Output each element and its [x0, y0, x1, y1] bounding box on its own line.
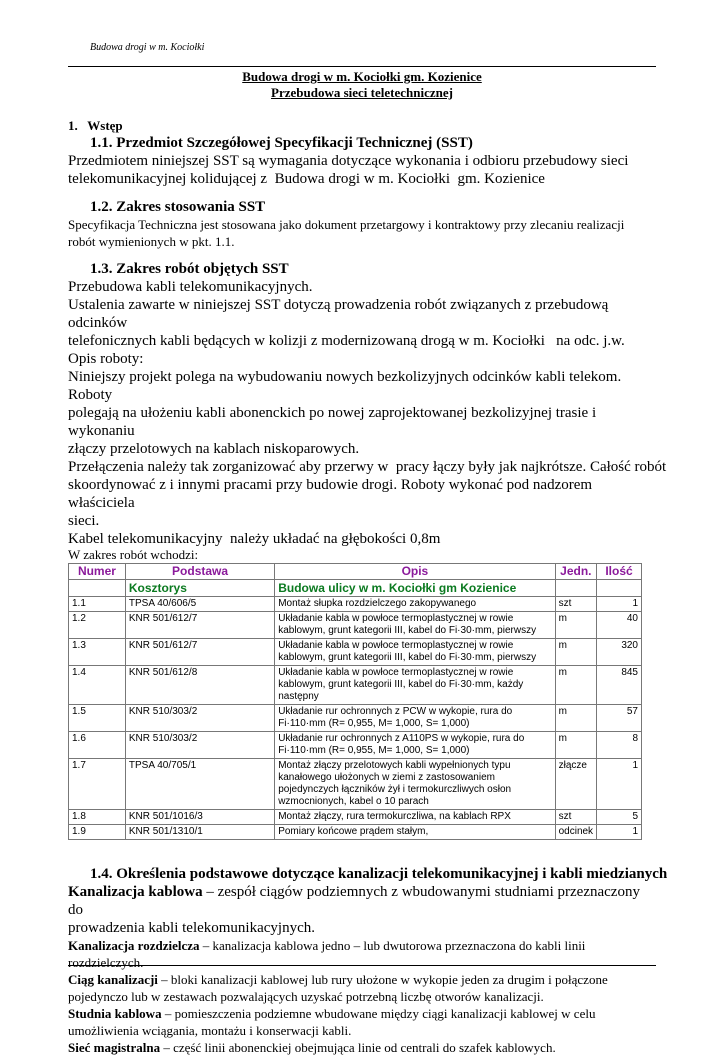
term: Ciąg kanalizacji — [68, 972, 158, 987]
definition-continuation: prowadzenia kabli telekomunikacyjnych. — [68, 920, 315, 936]
cell-unit: szt — [555, 810, 596, 825]
cell-base: KNR 510/303/2 — [125, 705, 274, 732]
cell-unit: m — [555, 705, 596, 732]
cell-description: Pomiary końcowe prądem stałym, — [275, 825, 555, 840]
cell-base: KNR 501/612/7 — [125, 639, 274, 666]
cell-unit: m — [555, 732, 596, 759]
term: Kanalizacja kablowa — [68, 884, 203, 900]
cell-base: KNR 501/1016/3 — [125, 810, 274, 825]
cell-number: 1.4 — [69, 666, 126, 705]
section-1-3-line: Przełączenia należy tak zorganizować aby przerwy w pracy łączy były jak najkrótsze. Całość robót — [68, 459, 667, 475]
definition-kanalizacja-rozdzielcza: Kanalizacja rozdzielcza – kanalizacja kablowa jedno – lub dwutorowa przeznaczona do kabli linii — [68, 938, 586, 953]
table-row — [69, 810, 642, 825]
definition-siec-magistralna: Sieć magistralna – część linii abonenckiej obejmująca linie od centrali do szafek kablowych. — [68, 1040, 556, 1055]
cell-quantity: 1 — [597, 597, 642, 612]
cell-number: 1.8 — [69, 810, 126, 825]
cell-quantity: 1 — [597, 759, 642, 810]
cell-base: KNR 501/612/7 — [125, 612, 274, 639]
section-1-3-line: polegają na ułożeniu kabli abonenckich po nowej zaprojektowanej bezkolizyjnej trasie i wykonaniu — [68, 405, 597, 439]
cell-quantity: 40 — [597, 612, 642, 639]
cell-unit: odcinek — [555, 825, 596, 840]
cell-base: TPSA 40/705/1 — [125, 759, 274, 810]
section-1-3-line: Opis roboty: — [68, 351, 144, 367]
section-1-3-line: złączy przelotowych na kablach niskoparowych. — [68, 441, 360, 457]
cell-number: 1.2 — [69, 612, 126, 639]
col-header-description: Opis — [275, 564, 555, 580]
table-row — [69, 639, 642, 666]
table-intro: W zakres robót wchodzi: — [68, 547, 199, 562]
table-row — [69, 705, 642, 732]
cell-number: 1.3 — [69, 639, 126, 666]
term: Studnia kablowa — [68, 1006, 162, 1021]
col-header-quantity: Ilość — [597, 564, 642, 580]
definition-studnia-kablowa: Studnia kablowa – pomieszczenia podziemne wbudowane między ciągi kanalizacji kablowej w celu — [68, 1006, 596, 1021]
cell-description: Układanie rur ochronnych z PCW w wykopie, rura do Fi·110·mm (R= 0,955, M= 1,000, S= 1,000) — [275, 705, 555, 732]
col-header-unit: Jedn. — [555, 564, 596, 580]
definition-continuation: umożliwienia wciągania, montażu i konserwacji kabli. — [68, 1023, 352, 1038]
cell-description: Układanie kabla w powłoce termoplastycznej w rowie kablowym, grunt kategorii III, kabel do Fi·30·mm, pierwszy — [275, 612, 555, 639]
works-table — [68, 563, 642, 840]
cell-base: KNR 501/1310/1 — [125, 825, 274, 840]
section-1-heading: 1. Wstęp — [68, 118, 123, 133]
document-title — [68, 69, 656, 101]
table-row — [69, 732, 642, 759]
subheader-base: Kosztorys — [125, 580, 274, 597]
document-content — [68, 117, 668, 1056]
cell-quantity: 320 — [597, 639, 642, 666]
definition-kanalizacja-kablowa: Kanalizacja kablowa – zespół ciągów podziemnych z wbudowanymi studniami przeznaczony do — [68, 884, 640, 918]
section-1-2-text-2: robót wymienionych w pkt. 1.1. — [68, 234, 235, 249]
section-1-2-text-1: Specyfikacja Techniczna jest stosowana jako dokument przetargowy i kontraktowy przy zlecaniu realizacji — [68, 217, 625, 232]
cell-description: Montaż złączy przelotowych kabli wypełnionych typu kanałowego ułożonych w ziemi z zastosowaniem pojedynczych łączników żył i termokurczliwych osłon wzmocnionych, kabel o 10 parach — [275, 759, 555, 810]
section-1-3-line: Kabel telekomunikacyjny należy układać na głębokości 0,8m — [68, 531, 441, 547]
cell-number: 1.5 — [69, 705, 126, 732]
cell-quantity: 845 — [597, 666, 642, 705]
table-header-row — [69, 564, 642, 580]
cell-description: Układanie kabla w powłoce termoplastycznej w rowie kablowym, grunt kategorii III, kabel do Fi·30·mm, pierwszy — [275, 639, 555, 666]
table-subheader-row — [69, 580, 642, 597]
term: Kanalizacja rozdzielcza — [68, 938, 200, 953]
cell-unit: złącze — [555, 759, 596, 810]
title-line-2: Przebudowa sieci teletechnicznej — [271, 85, 453, 100]
section-1-3-heading: 1.3. Zakres robót objętych SST — [90, 261, 289, 277]
definition-continuation: pojedynczo lub w zestawach pozwalających uzyskać potrzebną liczbę otworów kanalizacji. — [68, 989, 544, 1004]
cell-quantity: 8 — [597, 732, 642, 759]
section-1-1-text-2: telekomunikacyjnej kolidującej z Budowa drogi w m. Kociołki gm. Kozienice — [68, 171, 545, 187]
cell-description: Montaż słupka rozdzielczego zakopywanego — [275, 597, 555, 612]
table-row — [69, 612, 642, 639]
section-1-3-line: sieci. — [68, 513, 100, 529]
table-row — [69, 597, 642, 612]
cell-number: 1.9 — [69, 825, 126, 840]
cell-number: 1.1 — [69, 597, 126, 612]
table-row — [69, 825, 642, 840]
cell-number: 1.7 — [69, 759, 126, 810]
footer-rule — [68, 965, 656, 966]
cell-description: Układanie kabla w powłoce termoplastycznej w rowie kablowym, grunt kategorii III, kabel do Fi·30·mm, każdy następny — [275, 666, 555, 705]
col-header-number: Numer — [69, 564, 126, 580]
table-row — [69, 666, 642, 705]
cell-quantity: 5 — [597, 810, 642, 825]
definition-continuation: rozdzielczych. — [68, 955, 144, 970]
section-1-4-heading: 1.4. Określenia podstawowe dotyczące kanalizacji telekomunikacyjnej i kabli miedzianych — [90, 866, 668, 882]
cell-base: KNR 501/612/8 — [125, 666, 274, 705]
cell-unit: szt — [555, 597, 596, 612]
cell-description: Montaż złączy, rura termokurczliwa, na kablach RPX — [275, 810, 555, 825]
section-1-1-heading: 1.1. Przedmiot Szczegółowej Specyfikacji Technicznej (SST) — [90, 135, 473, 151]
term: Sieć magistralna — [68, 1040, 161, 1055]
cell-base: TPSA 40/606/5 — [125, 597, 274, 612]
running-header: Budowa drogi w m. Kociołki — [90, 42, 205, 53]
cell-base: KNR 510/303/2 — [125, 732, 274, 759]
section-1-3-line: Niniejszy projekt polega na wybudowaniu nowych bezkolizyjnych odcinków kabli telekom. Roboty — [68, 369, 622, 403]
section-1-2-heading: 1.2. Zakres stosowania SST — [90, 199, 266, 215]
cell-description: Układanie rur ochronnych z A110PS w wykopie, rura do Fi·110·mm (R= 0,955, M= 1,000, S= 1,000) — [275, 732, 555, 759]
title-line-1: Budowa drogi w m. Kociołki gm. Kozienice — [242, 69, 482, 84]
section-1-3-line: telefonicznych kabli będących w kolizji z modernizowaną drogą w m. Kociołki na odc. j.w. — [68, 333, 625, 349]
section-1-3-line: Ustalenia zawarte w niniejszej SST dotyczą prowadzenia robót związanych z przebudową odcinków — [68, 297, 609, 331]
definition-ciag-kanalizacji: Ciąg kanalizacji – bloki kanalizacji kablowej lub rury ułożone w wykopie jeden za drugim i połączone — [68, 972, 608, 987]
header-rule — [68, 66, 656, 67]
cell-quantity: 57 — [597, 705, 642, 732]
section-1-3-line: Przebudowa kabli telekomunikacyjnych. — [68, 279, 313, 295]
cell-quantity: 1 — [597, 825, 642, 840]
cell-unit: m — [555, 612, 596, 639]
cell-unit: m — [555, 666, 596, 705]
section-1-1-text-1: Przedmiotem niniejszej SST są wymagania dotyczące wykonania i odbioru przebudowy sieci — [68, 153, 629, 169]
table-row — [69, 759, 642, 810]
subheader-description: Budowa ulicy w m. Kociołki gm Kozienice — [275, 580, 555, 597]
section-1-3-line: skoordynować z i innymi pracami przy budowie drogi. Roboty wykonać pod nadzorem właściciela — [68, 477, 593, 511]
col-header-base: Podstawa — [125, 564, 274, 580]
cell-unit: m — [555, 639, 596, 666]
cell-number: 1.6 — [69, 732, 126, 759]
